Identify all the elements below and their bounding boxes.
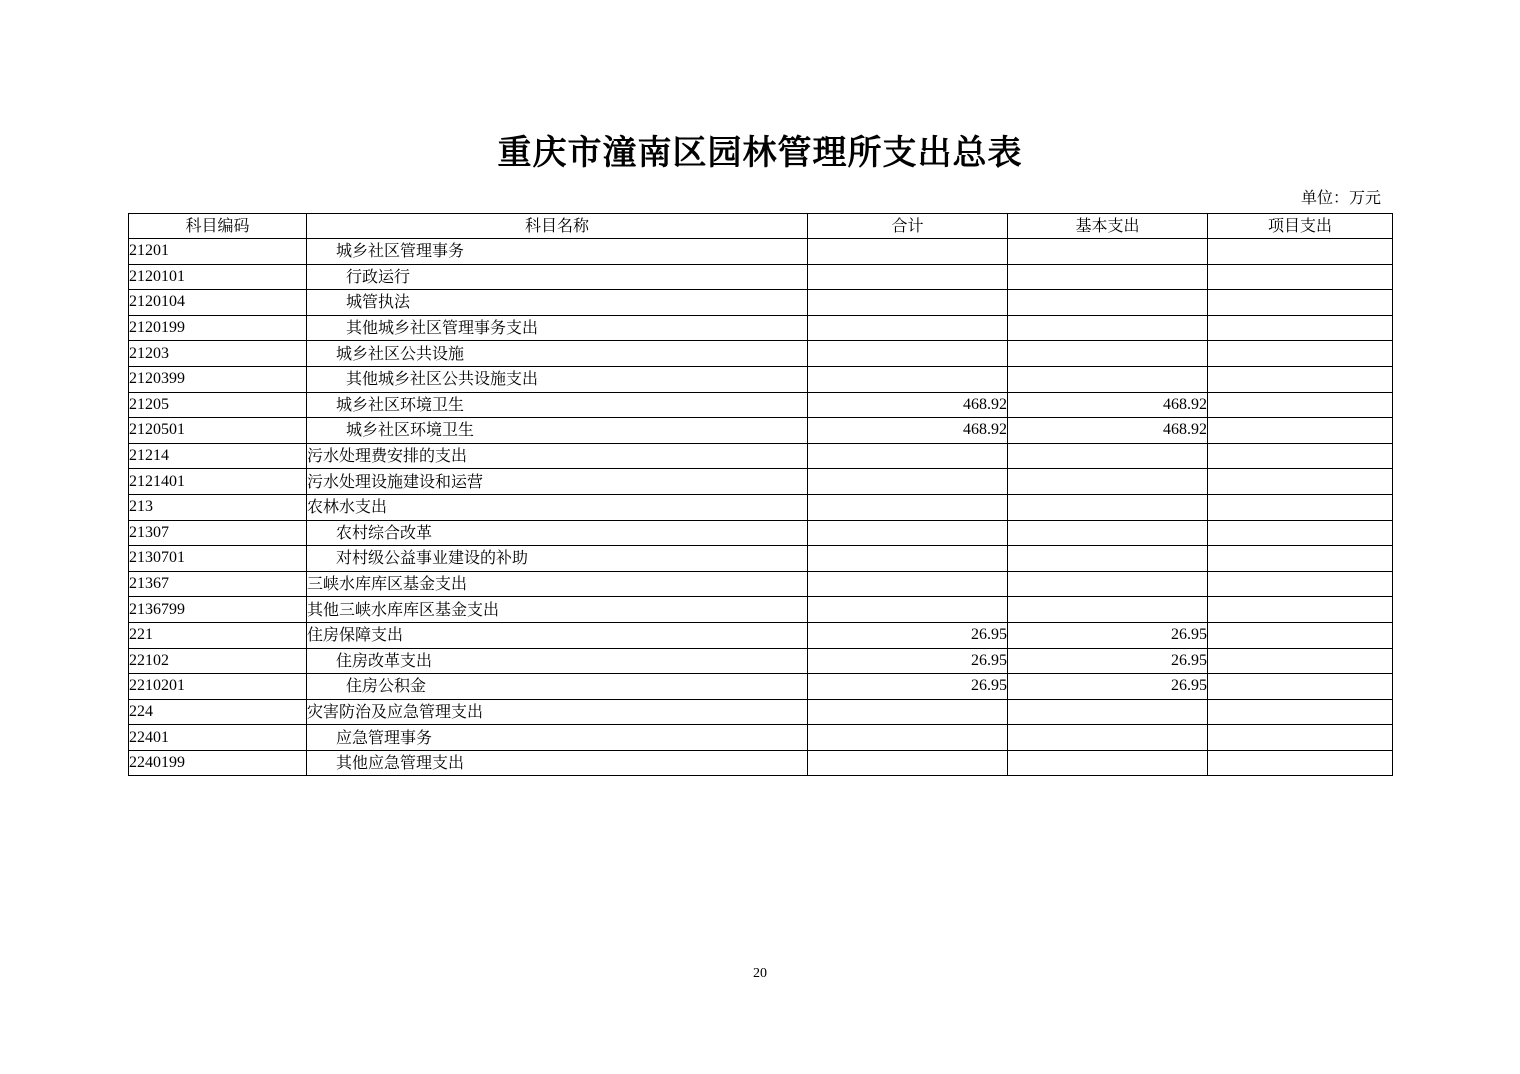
- code-cell: 2121401: [129, 469, 307, 495]
- page-number: 20: [753, 966, 767, 981]
- unit-label: 单位：万元: [1300, 188, 1381, 207]
- table-row: [129, 494, 1393, 520]
- project-cell: [1208, 597, 1393, 623]
- project-cell: [1208, 264, 1393, 290]
- code-cell: 2136799: [129, 597, 307, 623]
- code-cell: 22401: [129, 725, 307, 751]
- name-cell: 其他城乡社区公共设施支出: [307, 366, 808, 392]
- code-cell: 2120101: [129, 264, 307, 290]
- basic-cell: [1008, 264, 1208, 290]
- project-cell: [1208, 341, 1393, 367]
- basic-cell: [1008, 239, 1208, 265]
- column-header-name: 科目名称: [307, 214, 808, 239]
- basic-cell: [1008, 366, 1208, 392]
- name-cell: 住房公积金: [307, 674, 808, 700]
- project-cell: [1208, 469, 1393, 495]
- basic-cell: [1008, 494, 1208, 520]
- table-row: [129, 290, 1393, 316]
- project-cell: [1208, 366, 1393, 392]
- total-cell: 26.95: [808, 674, 1008, 700]
- table-row: [129, 520, 1393, 546]
- table-row: [129, 443, 1393, 469]
- table-row: [129, 674, 1393, 700]
- name-cell: 污水处理设施建设和运营: [307, 469, 808, 495]
- code-cell: 21203: [129, 341, 307, 367]
- name-cell: 行政运行: [307, 264, 808, 290]
- code-cell: 21307: [129, 520, 307, 546]
- name-cell: 灾害防治及应急管理支出: [307, 699, 808, 725]
- total-cell: [808, 571, 1008, 597]
- code-cell: 2120104: [129, 290, 307, 316]
- project-cell: [1208, 648, 1393, 674]
- name-cell: 污水处理费安排的支出: [307, 443, 808, 469]
- table-row: [129, 546, 1393, 572]
- name-cell: 城乡社区公共设施: [307, 341, 808, 367]
- project-cell: [1208, 494, 1393, 520]
- table-row: [129, 366, 1393, 392]
- code-cell: 21214: [129, 443, 307, 469]
- total-cell: [808, 341, 1008, 367]
- name-cell: 城乡社区环境卫生: [307, 392, 808, 418]
- table-row: [129, 239, 1393, 265]
- project-cell: [1208, 571, 1393, 597]
- total-cell: 26.95: [808, 648, 1008, 674]
- code-cell: 2130701: [129, 546, 307, 572]
- basic-cell: [1008, 725, 1208, 751]
- total-cell: [808, 520, 1008, 546]
- name-cell: 农村综合改革: [307, 520, 808, 546]
- total-cell: 468.92: [808, 392, 1008, 418]
- project-cell: [1208, 520, 1393, 546]
- expenditure-table: [128, 213, 1393, 776]
- basic-cell: [1008, 315, 1208, 341]
- code-cell: 21205: [129, 392, 307, 418]
- code-cell: 224: [129, 699, 307, 725]
- basic-cell: 26.95: [1008, 674, 1208, 700]
- table-row: [129, 750, 1393, 776]
- code-cell: 22102: [129, 648, 307, 674]
- total-cell: [808, 239, 1008, 265]
- project-cell: [1208, 315, 1393, 341]
- basic-cell: [1008, 750, 1208, 776]
- basic-cell: [1008, 699, 1208, 725]
- table-row: [129, 725, 1393, 751]
- name-cell: 农林水支出: [307, 494, 808, 520]
- total-cell: [808, 469, 1008, 495]
- project-cell: [1208, 418, 1393, 444]
- total-cell: [808, 725, 1008, 751]
- basic-cell: [1008, 571, 1208, 597]
- column-header-basic: 基本支出: [1008, 214, 1208, 239]
- basic-cell: [1008, 597, 1208, 623]
- name-cell: 住房保障支出: [307, 622, 808, 648]
- project-cell: [1208, 622, 1393, 648]
- basic-cell: 468.92: [1008, 392, 1208, 418]
- total-cell: [808, 366, 1008, 392]
- total-cell: [808, 315, 1008, 341]
- code-cell: 2240199: [129, 750, 307, 776]
- table-body: [129, 239, 1393, 776]
- name-cell: 其他应急管理支出: [307, 750, 808, 776]
- table-row: [129, 699, 1393, 725]
- total-cell: [808, 699, 1008, 725]
- total-cell: [808, 290, 1008, 316]
- total-cell: 26.95: [808, 622, 1008, 648]
- table-row: [129, 571, 1393, 597]
- basic-cell: 468.92: [1008, 418, 1208, 444]
- table-row: [129, 622, 1393, 648]
- code-cell: 2120399: [129, 366, 307, 392]
- name-cell: 对村级公益事业建设的补助: [307, 546, 808, 572]
- code-cell: 21201: [129, 239, 307, 265]
- basic-cell: [1008, 469, 1208, 495]
- code-cell: 2120501: [129, 418, 307, 444]
- basic-cell: [1008, 290, 1208, 316]
- basic-cell: [1008, 520, 1208, 546]
- table-row: [129, 392, 1393, 418]
- table-row: [129, 315, 1393, 341]
- total-cell: [808, 750, 1008, 776]
- table-header-row: [129, 214, 1393, 239]
- code-cell: 2210201: [129, 674, 307, 700]
- name-cell: 城管执法: [307, 290, 808, 316]
- project-cell: [1208, 443, 1393, 469]
- total-cell: [808, 494, 1008, 520]
- basic-cell: 26.95: [1008, 648, 1208, 674]
- name-cell: 其他城乡社区管理事务支出: [307, 315, 808, 341]
- basic-cell: [1008, 443, 1208, 469]
- total-cell: [808, 597, 1008, 623]
- name-cell: 城乡社区管理事务: [307, 239, 808, 265]
- project-cell: [1208, 699, 1393, 725]
- table-row: [129, 341, 1393, 367]
- basic-cell: [1008, 341, 1208, 367]
- project-cell: [1208, 239, 1393, 265]
- project-cell: [1208, 674, 1393, 700]
- basic-cell: 26.95: [1008, 622, 1208, 648]
- total-cell: [808, 443, 1008, 469]
- code-cell: 21367: [129, 571, 307, 597]
- total-cell: [808, 264, 1008, 290]
- total-cell: 468.92: [808, 418, 1008, 444]
- table-row: [129, 597, 1393, 623]
- column-header-code: 科目编码: [129, 214, 307, 239]
- project-cell: [1208, 290, 1393, 316]
- table-row: [129, 469, 1393, 495]
- project-cell: [1208, 392, 1393, 418]
- total-cell: [808, 546, 1008, 572]
- code-cell: 221: [129, 622, 307, 648]
- name-cell: 其他三峡水库库区基金支出: [307, 597, 808, 623]
- project-cell: [1208, 725, 1393, 751]
- code-cell: 213: [129, 494, 307, 520]
- column-header-project: 项目支出: [1208, 214, 1393, 239]
- column-header-total: 合计: [808, 214, 1008, 239]
- name-cell: 应急管理事务: [307, 725, 808, 751]
- project-cell: [1208, 546, 1393, 572]
- table-row: [129, 264, 1393, 290]
- name-cell: 三峡水库库区基金支出: [307, 571, 808, 597]
- basic-cell: [1008, 546, 1208, 572]
- page-title: 重庆市潼南区园林管理所支出总表: [497, 133, 1023, 173]
- table-row: [129, 648, 1393, 674]
- name-cell: 城乡社区环境卫生: [307, 418, 808, 444]
- table-row: [129, 418, 1393, 444]
- name-cell: 住房改革支出: [307, 648, 808, 674]
- project-cell: [1208, 750, 1393, 776]
- code-cell: 2120199: [129, 315, 307, 341]
